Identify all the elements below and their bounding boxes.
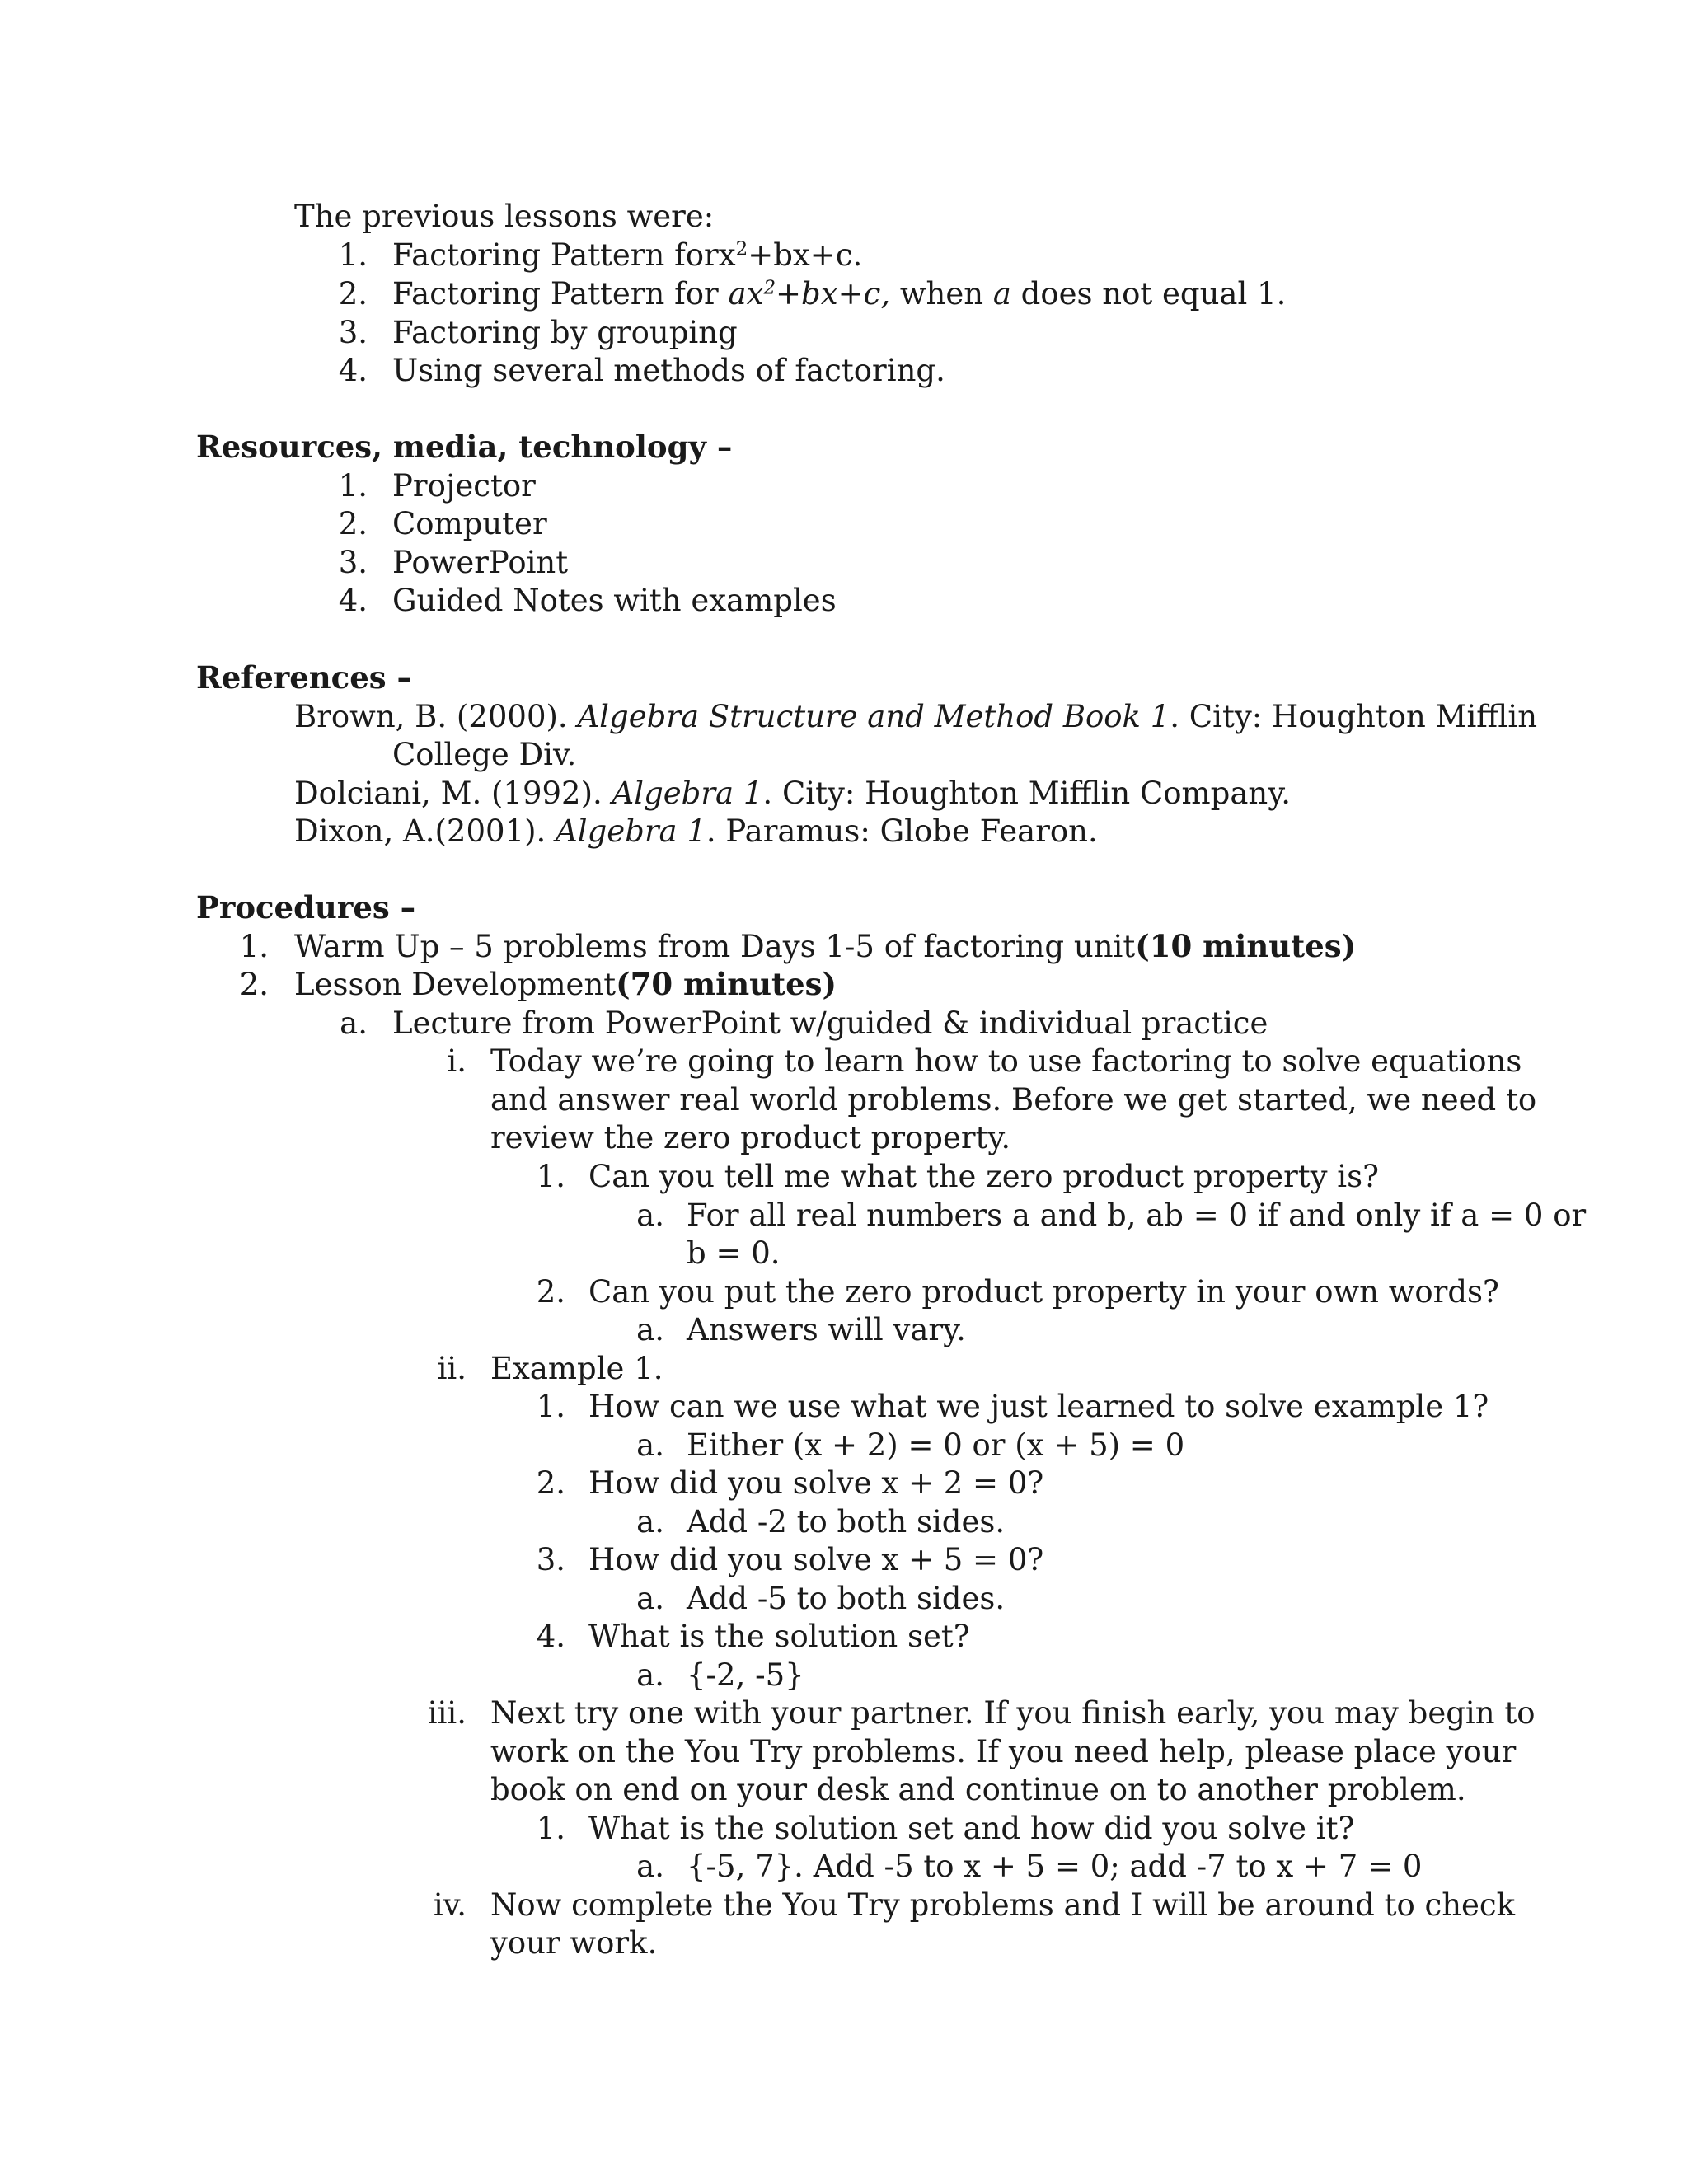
previous-lesson-item: Using several methods of factoring. — [392, 353, 945, 388]
list-roman: ii. — [437, 1351, 467, 1386]
list-letter: a. — [636, 1312, 664, 1347]
roman-item-line: your work. — [490, 1925, 658, 1961]
list-letter: a. — [340, 1005, 368, 1041]
roman-item-line: Now complete the You Try problems and I will be around to check — [490, 1887, 1516, 1923]
roman-item-line: and answer real world problems. Before we get started, we need to — [490, 1082, 1537, 1118]
list-number: 1. — [536, 1811, 565, 1846]
answer-item-line: Add -2 to both sides. — [687, 1504, 1006, 1540]
question-item: Can you tell me what the zero product property is? — [588, 1159, 1379, 1194]
answer-item-line: {-5, 7}. Add -5 to x + 5 = 0; add -7 to x + 7 = 0 — [687, 1849, 1423, 1884]
list-number: 2. — [239, 967, 269, 1002]
resource-item: Computer — [392, 506, 547, 541]
list-number: 3. — [536, 1542, 565, 1577]
resources-heading: Resources, media, technology – — [196, 429, 733, 465]
previous-lessons-intro: The previous lessons were: — [294, 199, 715, 234]
list-number: 1. — [338, 468, 368, 504]
reference-entry: Brown, B. (2000). Algebra Structure and Method Book 1. City: Houghton Mifflin — [294, 699, 1538, 734]
procedure-step: Lesson Development(70 minutes) — [294, 966, 837, 1002]
list-number: 2. — [338, 276, 368, 312]
roman-item-line: work on the You Try problems. If you need help, please place your — [490, 1734, 1517, 1769]
resource-item: Guided Notes with examples — [392, 583, 837, 618]
roman-item-line: book on end on your desk and continue on to another problem. — [490, 1772, 1466, 1807]
previous-lesson-item: Factoring Pattern forx$^2$+bx+c. — [392, 237, 863, 273]
references-heading: References – — [196, 659, 412, 696]
reference-entry: Dolciani, M. (1992). Algebra 1. City: Houghton Mifflin Company. — [294, 776, 1291, 811]
procedures-heading: Procedures – — [196, 889, 416, 926]
list-number: 2. — [536, 1274, 565, 1310]
procedure-step: Warm Up – 5 problems from Days 1-5 of factoring unit(10 minutes) — [294, 928, 1357, 964]
list-letter: a. — [636, 1581, 664, 1616]
list-number: 4. — [338, 353, 368, 388]
question-item: Can you put the zero product property in your own words? — [588, 1274, 1499, 1310]
question-item: What is the solution set? — [588, 1619, 970, 1654]
list-roman: iii. — [427, 1695, 467, 1731]
resource-item: PowerPoint — [392, 545, 569, 580]
answer-item-line: b = 0. — [687, 1235, 781, 1271]
roman-item-line: review the zero product property. — [490, 1120, 1011, 1155]
roman-item-line: Next try one with your partner. If you finish early, you may begin to — [490, 1695, 1536, 1731]
list-number: 3. — [338, 545, 368, 580]
list-letter: a. — [636, 1657, 664, 1693]
list-letter: a. — [636, 1197, 664, 1233]
procedure-substep: Lecture from PowerPoint w/guided & individual practice — [392, 1005, 1268, 1041]
answer-item-line: Add -5 to both sides. — [687, 1581, 1006, 1616]
list-letter: a. — [636, 1427, 664, 1463]
answer-item-line: Either (x + 2) = 0 or (x + 5) = 0 — [687, 1427, 1185, 1463]
list-number: 1. — [239, 929, 269, 964]
list-number: 4. — [338, 583, 368, 618]
list-roman: i. — [447, 1043, 467, 1079]
previous-lesson-item: Factoring Pattern for $ax^2+bx+c$, when a does not equal 1. — [392, 276, 1287, 312]
list-roman: iv. — [433, 1887, 467, 1923]
answer-item-line: Answers will vary. — [687, 1312, 966, 1347]
question-item: How did you solve x + 2 = 0? — [588, 1465, 1044, 1501]
list-letter: a. — [636, 1504, 664, 1540]
question-item: How did you solve x + 5 = 0? — [588, 1542, 1044, 1577]
list-letter: a. — [636, 1849, 664, 1884]
reference-entry: Dixon, A.(2001). Algebra 1. Paramus: Globe Fearon. — [294, 813, 1098, 849]
roman-item-line: Example 1. — [490, 1351, 663, 1386]
question-item: What is the solution set and how did you solve it? — [588, 1811, 1355, 1846]
list-number: 4. — [536, 1619, 565, 1654]
resource-item: Projector — [392, 468, 536, 504]
roman-item-line: Today we’re going to learn how to use factoring to solve equations — [490, 1043, 1522, 1079]
answer-item-line: For all real numbers a and b, ab = 0 if and only if a = 0 or — [687, 1197, 1587, 1233]
list-number: 1. — [536, 1389, 565, 1424]
list-number: 3. — [338, 315, 368, 350]
list-number: 2. — [338, 506, 368, 541]
previous-lesson-item: Factoring by grouping — [392, 315, 738, 350]
list-number: 1. — [536, 1159, 565, 1194]
reference-entry-continued: College Div. — [392, 737, 577, 772]
list-number: 2. — [536, 1465, 565, 1501]
answer-item-line: {-2, -5} — [687, 1657, 804, 1693]
list-number: 1. — [338, 237, 368, 273]
question-item: How can we use what we just learned to solve example 1? — [588, 1389, 1489, 1424]
